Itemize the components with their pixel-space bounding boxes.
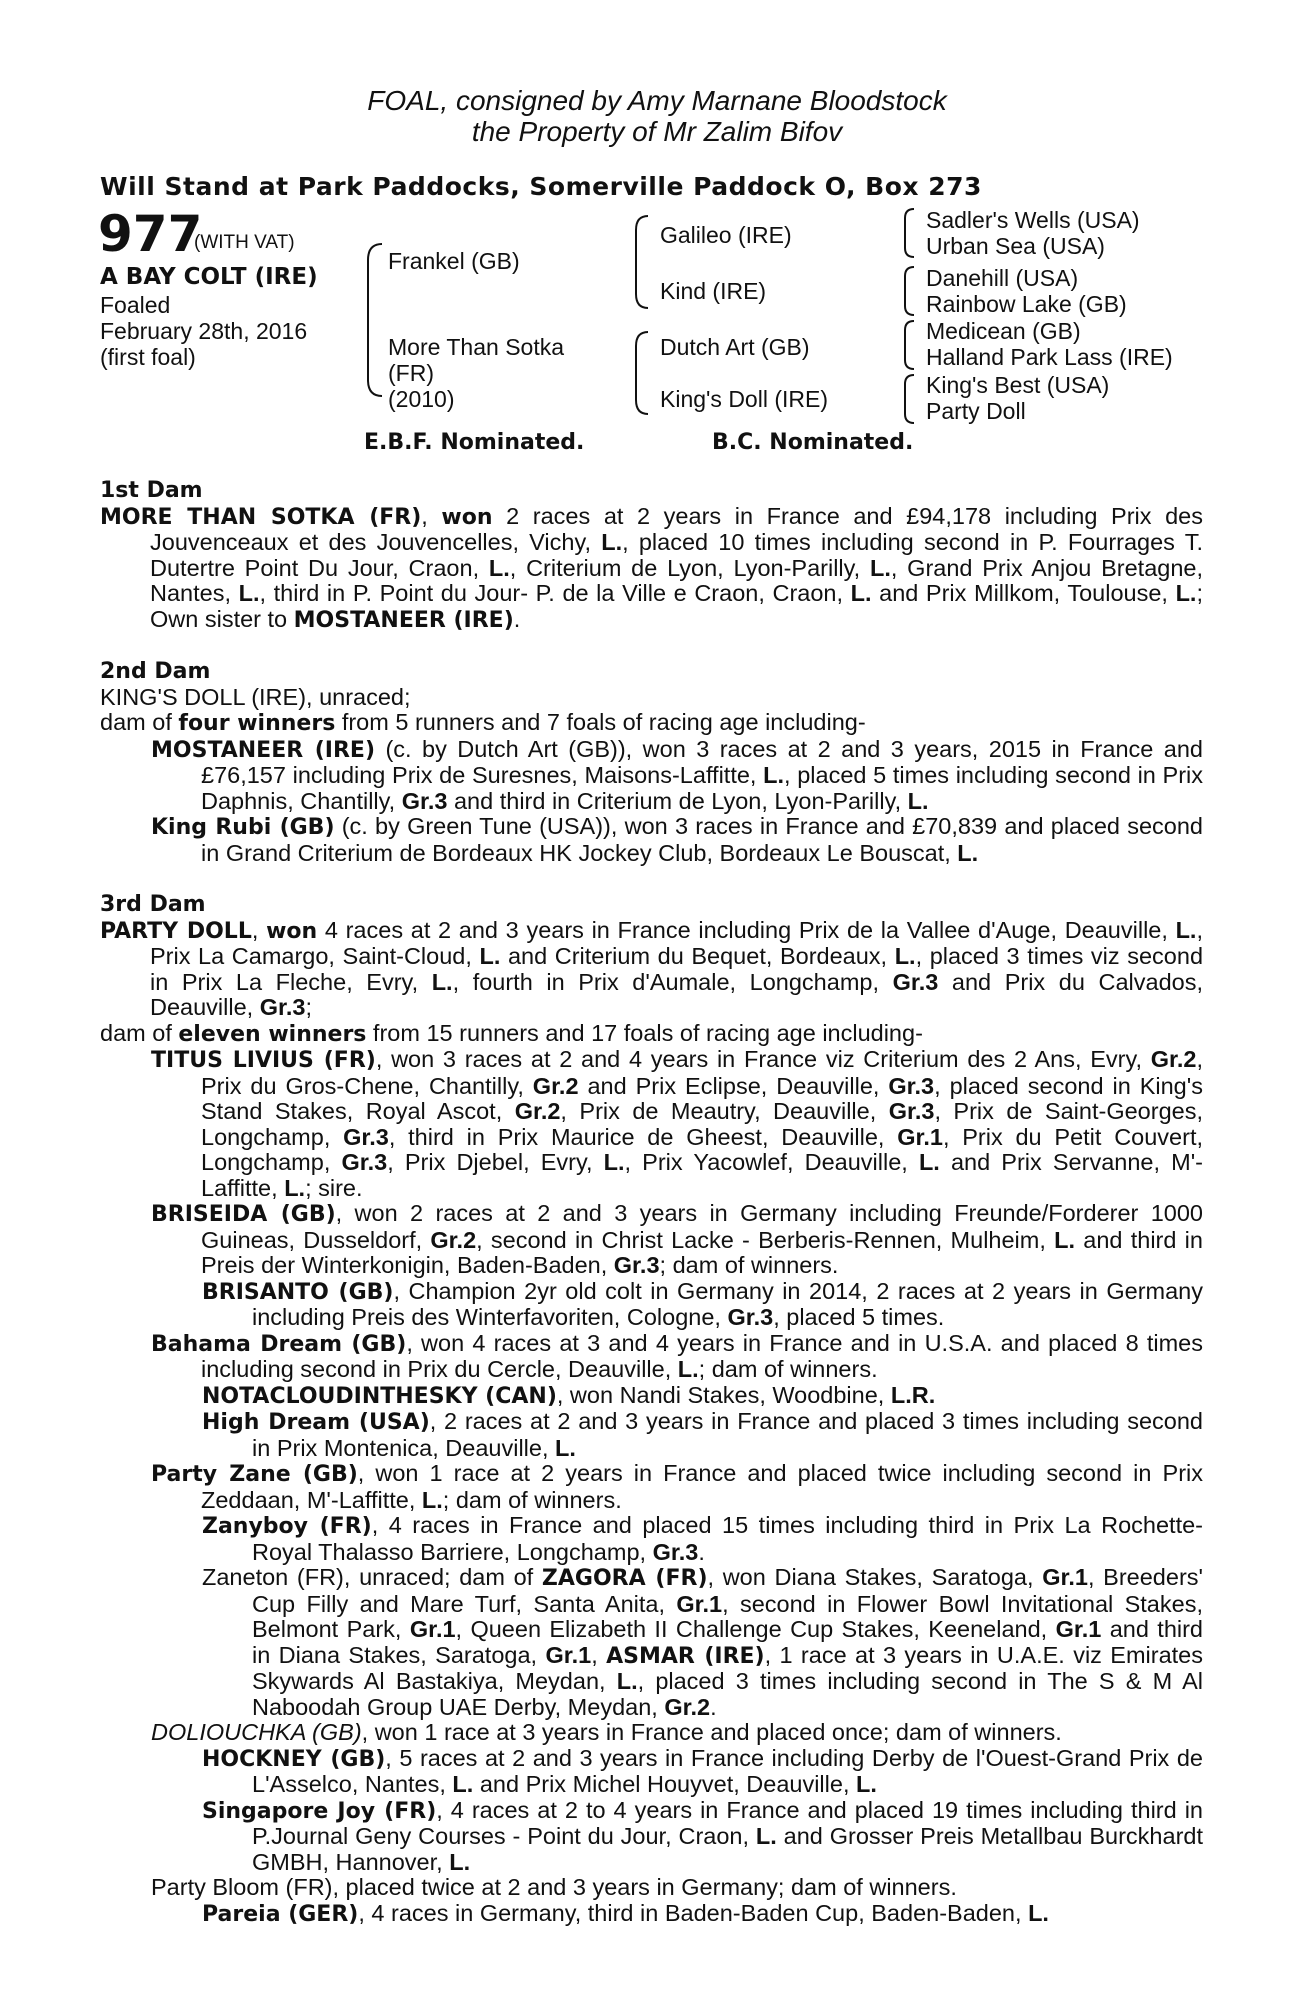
vat-note: (WITH VAT) [194, 232, 295, 253]
dam-year: (2010) [388, 386, 455, 412]
pedigree-bracket-kings-doll [898, 372, 918, 426]
sire-sire: Galileo (IRE) [660, 222, 792, 248]
catalogue-body [100, 478, 1203, 1927]
foaled-label: Foaled [100, 292, 171, 318]
foaled-date: February 28th, 2016 [100, 318, 308, 344]
dam-name: More Than Sotka [388, 334, 565, 360]
first-foal-note: (first foal) [100, 344, 196, 370]
consignor-line: FOAL, consigned by Amy Marnane Bloodstock [367, 85, 947, 116]
galileo-dam: Urban Sea (USA) [926, 233, 1105, 259]
sire-name: Frankel (GB) [388, 248, 520, 274]
pedigree-bracket-galileo [898, 206, 918, 260]
second-dam-heading: 2nd Dam [100, 659, 211, 684]
stand-location: Will Stand at Park Paddocks, Somerville Paddock O, Box 273 [100, 172, 982, 201]
dutch-art-dam: Halland Park Lass (IRE) [926, 344, 1173, 370]
produce-entry-brisanto: BRISANTO (GB), Champion 2yr old colt in Germany in 2014, 2 races at 2 years in Germany including Preis des Winterfavoriten, Cologne, Gr.3, placed 5 times. [202, 1277, 1203, 1330]
second-dam-produce-summary: dam of four winners from 5 runners and 7 foals of racing age including- [100, 709, 866, 736]
kings-doll-sire: King's Best (USA) [926, 372, 1110, 398]
produce-entry-party-bloom: Party Bloom (FR), placed twice at 2 and 3 years in Germany; dam of winners. [151, 1874, 957, 1900]
dam-country: (FR) [388, 360, 434, 386]
produce-entry-mostaneer: MOSTANEER (IRE) (c. by Dutch Art (GB)), won 3 races at 2 and 3 years, 2015 in France and £76,157 including Prix de Suresnes, Maisons-Laffitte, L., placed 5 times including second in Prix Daphnis, Chantilly, Gr.3 and third in Criterium de Lyon, Lyon-Parilly, L. [151, 735, 1203, 814]
ebf-nominated: E.B.F. Nominated. [364, 430, 585, 455]
bc-nominated: B.C. Nominated. [712, 430, 914, 455]
dam-sire: Dutch Art (GB) [660, 334, 810, 360]
produce-entry-zaneton: Zaneton (FR), unraced; dam of ZAGORA (FR), won Diana Stakes, Saratoga, Gr.1, Breeders' Cup Filly and Mare Turf, Santa Anita, Gr.1, second in Flower Bowl Invitational Stakes, Belmont Park, Gr.1, Queen Elizabeth II Challenge Cup Stakes, Keeneland, Gr.1 and third in Diana Stakes, Saratoga, Gr.1, ASMAR (IRE), 1 race at 3 years in U.A.E. viz Emirates Skywards Al Bastakiya, Meydan, L., placed 3 times including second in The S & M Al Naboodah Group UAE Derby, Meydan, Gr.2. [202, 1564, 1204, 1720]
sire-dam: Kind (IRE) [660, 278, 767, 304]
produce-entry-zanyboy: Zanyboy (FR), 4 races in France and placed 15 times including third in Prix La Rochette-Royal Thalasso Barriere, Longchamp, Gr.3. [202, 1512, 1203, 1565]
pedigree-bracket-dutch-art [898, 318, 918, 372]
produce-entry-hockney: HOCKNEY (GB), 5 races at 2 and 3 years in France including Derby de l'Ouest-Grand Prix de L'Asselco, Nantes, L. and Prix Michel Houyvet, Deauville, L. [202, 1744, 1203, 1797]
produce-entry-pareia: Pareia (GER), 4 races in Germany, third in Baden-Baden Cup, Baden-Baden, L. [202, 1899, 1049, 1927]
first-dam-entry: MORE THAN SOTKA (FR), won 2 races at 2 years in France and £94,178 including Prix des Jouvenceaux et des Jouvencelles, Vichy, L., placed 10 times including second in P. Fourrages T. Dutertre Point Du Jour, Craon, L., Criterium de Lyon, Lyon-Parilly, L., Grand Prix Anjou Bretagne, Nantes, L., third in P. Point du Jour- P. de la Ville e Craon, Craon, L. and Prix Millkom, Toulouse, L.; Own sister to MOSTANEER (IRE). [100, 502, 1204, 633]
dam-dam: King's Doll (IRE) [660, 386, 828, 412]
pedigree-bracket-dam [628, 328, 652, 418]
third-dam-entry: PARTY DOLL, won 4 races at 2 and 3 years in France including Prix de la Vallee d'Auge, Deauville, L., Prix La Camargo, Saint-Cloud, L. and Criterium du Bequet, Bordeaux, L., placed 3 times viz second in Prix La Fleche, Evry, L., fourth in Prix d'Aumale, Longchamp, Gr.3 and Prix du Calvados, Deauville, Gr.3; [100, 916, 1204, 1020]
produce-entry-briseida: BRISEIDA (GB), won 2 races at 2 and 3 years in Germany including Freunde/Forderer 1000 Guineas, Dusseldorf, Gr.2, second in Christ Lacke - Berberis-Rennen, Mulheim, L. and third in Preis der Winterkonigin, Baden-Baden, Gr.3; dam of winners. [151, 1200, 1203, 1278]
lot-number: 977 [98, 205, 203, 263]
produce-entry-bahama-dream: Bahama Dream (GB), won 4 races at 3 and 4 years in France and in U.S.A. and placed 8 times including second in Prix du Cercle, Deauville, L.; dam of winners. [151, 1329, 1203, 1382]
lot-title: A BAY COLT (IRE) [100, 264, 318, 290]
produce-entry-party-zane: Party Zane (GB), won 1 race at 2 years in France and placed twice including second in Prix Zeddaan, M'-Laffitte, L.; dam of winners. [151, 1460, 1203, 1513]
produce-entry-king-rubi: King Rubi (GB) (c. by Green Tune (USA)), won 3 races in France and £70,839 and placed second in Grand Criterium de Bordeaux HK Jockey Club, Bordeaux Le Bouscat, L. [151, 813, 1203, 866]
property-line: the Property of Mr Zalim Bifov [471, 116, 843, 147]
third-dam-heading: 3rd Dam [100, 892, 206, 917]
kind-dam: Rainbow Lake (GB) [926, 291, 1127, 317]
dutch-art-sire: Medicean (GB) [926, 318, 1081, 344]
pedigree-bracket-sire [628, 212, 652, 312]
produce-entry-titus-livius: TITUS LIVIUS (FR), won 3 races at 2 and 4 years in France viz Criterium des 2 Ans, Evry, Gr.2, Prix du Gros-Chene, Chantilly, Gr.2 and Prix Eclipse, Deauville, Gr.3, placed second in King's Stand Stakes, Royal Ascot, Gr.2, Prix de Meautry, Deauville, Gr.3, Prix de Saint-Georges, Longchamp, Gr.3, third in Prix Maurice de Gheest, Deauville, Gr.1, Prix du Petit Couvert, Longchamp, Gr.3, Prix Djebel, Evry, L., Prix Yacowlef, Deauville, L. and Prix Servanne, M'-Laffitte, L.; sire. [151, 1046, 1204, 1201]
pedigree-bracket-kind [898, 264, 918, 318]
produce-entry-notacloudinthesky: NOTACLOUDINTHESKY (CAN), won Nandi Stakes, Woodbine, L.R. [202, 1381, 936, 1409]
kind-sire: Danehill (USA) [926, 265, 1079, 291]
galileo-sire: Sadler's Wells (USA) [926, 207, 1140, 233]
produce-entry-singapore-joy: Singapore Joy (FR), 4 races at 2 to 4 years in France and placed 19 times including third in P.Journal Geny Courses - Point du Jour, Craon, L. and Grosser Preis Metallbau Burckhardt GMBH, Hannover, L. [202, 1796, 1203, 1875]
first-dam-heading: 1st Dam [100, 478, 203, 503]
second-dam-intro: KING'S DOLL (IRE), unraced; [100, 683, 411, 710]
produce-entry-high-dream: High Dream (USA), 2 races at 2 and 3 years in France and placed 3 times including second in Prix Montenica, Deauville, L. [202, 1408, 1204, 1461]
produce-entry-doliouchka: DOLIOUCHKA (GB), won 1 race at 3 years in France and placed once; dam of winners. [151, 1719, 1062, 1745]
pedigree-bracket-main [360, 240, 386, 400]
kings-doll-dam: Party Doll [926, 398, 1026, 424]
third-dam-produce-summary: dam of eleven winners from 15 runners and 17 foals of racing age including- [100, 1019, 923, 1047]
